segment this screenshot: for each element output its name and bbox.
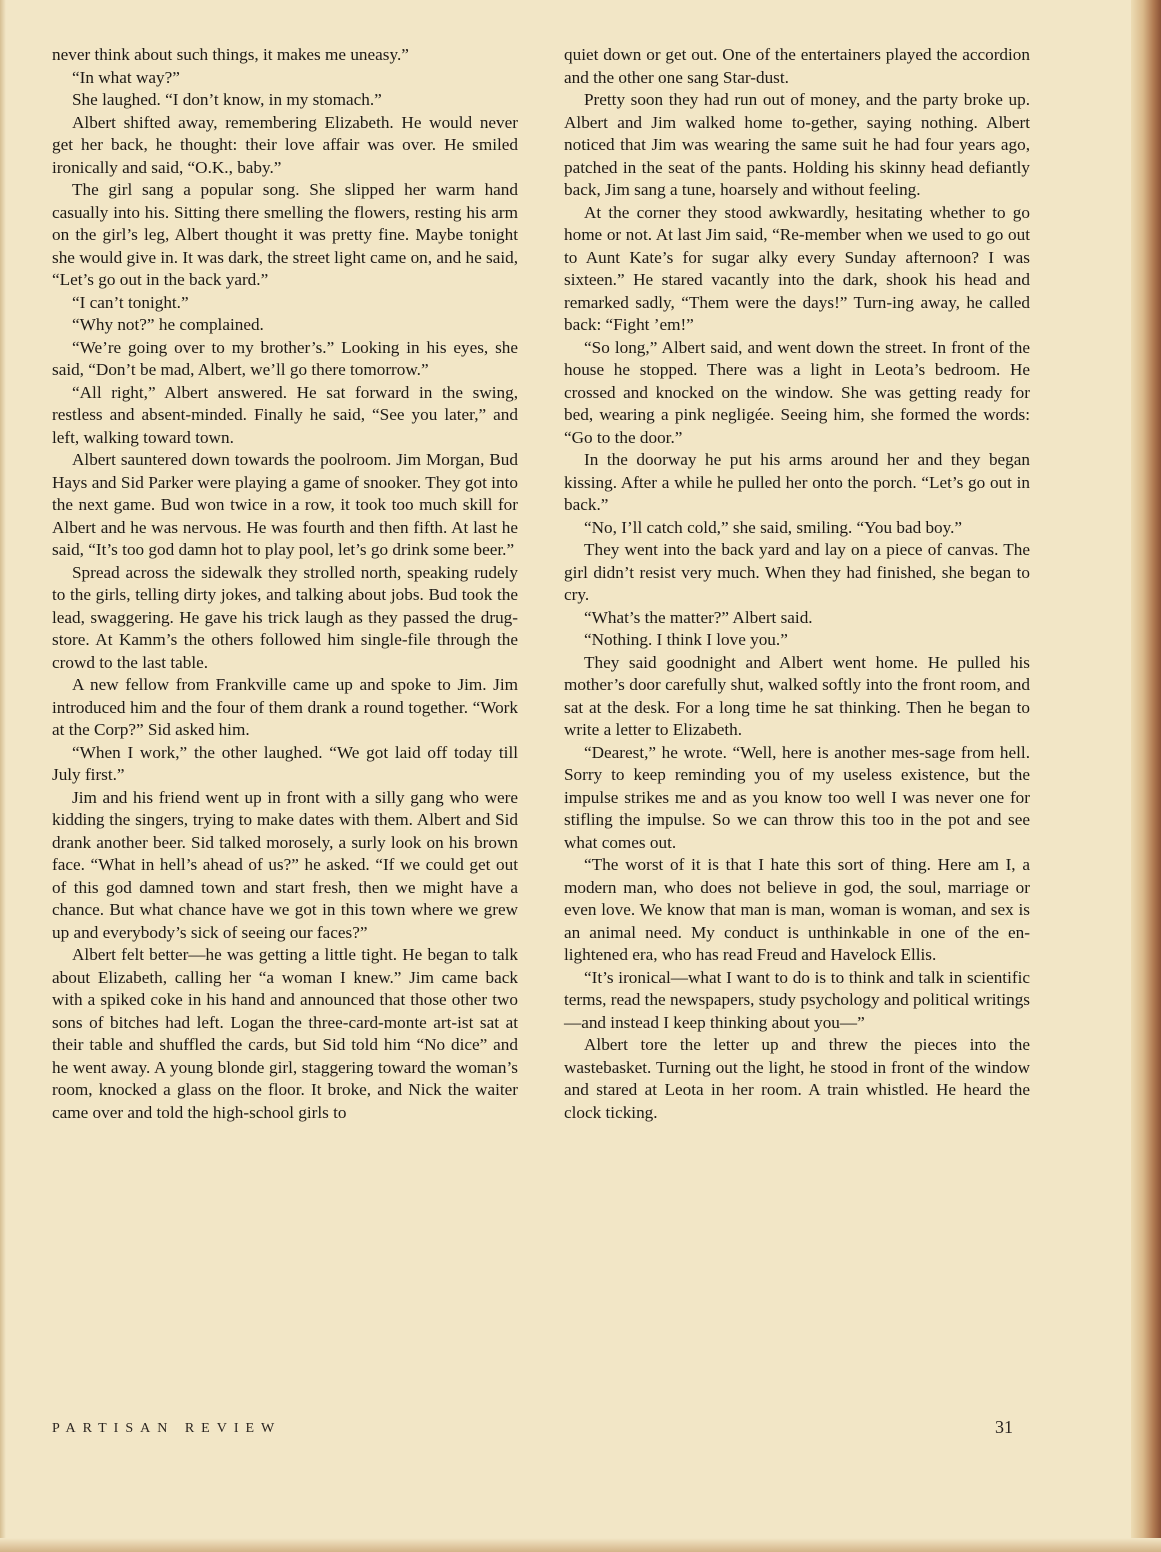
paragraph: “What’s the matter?” Albert said. bbox=[584, 607, 813, 627]
paragraph: She laughed. “I don’t know, in my stomach.” bbox=[72, 90, 382, 109]
paragraph: “I can’t tonight.” bbox=[72, 292, 189, 312]
text-column-right bbox=[564, 44, 1030, 1124]
paragraph: “We’re going over to my brother’s.” Looking in his eyes, she said, “Don’t be mad, Albert, we’ll go there tomorrow.” bbox=[52, 337, 518, 379]
paragraph: They said goodnight and Albert went home. He pulled his mother’s door carefully shut, walked softly into the front room, and sat at the desk. For a long time he sat thinking. Then he began to write a letter to Elizabeth. bbox=[564, 652, 1030, 739]
paragraph: “When I work,” the other laughed. “We got laid off today till July first.” bbox=[52, 742, 518, 784]
paragraph: Spread across the sidewalk they strolled north, speaking rudely to the girls, telling dirty jokes, and talking about jobs. Bud took the lead, swaggering. He gave his trick laugh as they passed the drug-store. At Kamm’s the others followed him single-file through the crowd to the last table. bbox=[52, 562, 518, 672]
paragraph: never think about such things, it makes me uneasy.” bbox=[52, 45, 409, 64]
paragraph: “Nothing. I think I love you.” bbox=[584, 630, 788, 649]
paragraph: At the corner they stood awkwardly, hesitating whether to go home or not. At last Jim said, “Re-member when we used to go out to Aunt Kate’s for sugar alky every Sunday afternoon? I was sixteen.” He stared vacantly into the dark, shook his head and remarked sadly, “Them were the days!” Turn-ing away, he called back: “Fight ’em!” bbox=[564, 202, 1030, 334]
paragraph: Albert felt better—he was getting a little tight. He began to talk about Elizabeth, calling her “a woman I knew.” Jim came back with a spiked coke in his hand and announced that those other two sons of bitches had left. Logan the three-card-monte art-ist sat at their table and shuffled the cards, but Sid told him “No dice” and he went away. A young blonde girl, staggering toward the woman’s room, knocked a glass on the floor. It broke, and Nick the waiter came over and told the high-school girls to bbox=[52, 945, 518, 1122]
paragraph: “In what way?” bbox=[72, 67, 180, 87]
page-edge-right bbox=[1131, 0, 1161, 1552]
paragraph: “Dearest,” he wrote. “Well, here is another mes-sage from hell. Sorry to keep reminding you of my useless existence, but the impulse strikes me and as you know too well I was never one for stifling the impulse. So we can throw this too in the pot and see what comes out. bbox=[564, 742, 1030, 852]
paragraph: Pretty soon they had run out of money, and the party broke up. Albert and Jim walked home to-gether, saying nothing. Albert noticed that Jim was wearing the same suit he had four years ago, patched in the seat of the pants. Holding his skinny head defiantly back, Jim sang a tune, hoarsely and without feeling. bbox=[564, 90, 1030, 199]
paragraph: Albert sauntered down towards the poolroom. Jim Morgan, Bud Hays and Sid Parker were playing a game of snooker. They got into the next game. Bud won twice in a row, it took too much skill for Albert and he was nervous. He was fourth and then fifth. At last he said, “It’s too god damn hot to play pool, let’s go drink some beer.” bbox=[52, 450, 518, 559]
paragraph: “So long,” Albert said, and went down the street. In front of the house he stopped. There was a light in Leota’s bedroom. He crossed and knocked on the window. She was getting ready for bed, wearing a pink negligée. Seeing him, she formed the words: “Go to the door.” bbox=[564, 337, 1030, 447]
paragraph: “The worst of it is that I hate this sort of thing. Here am I, a modern man, who does not believe in god, the soul, marriage or even love. We know that man is man, woman is woman, and sex is an animal need. My conduct is unthinkable in one of the en-lightened era, who has read Freud and Havelock Ellis. bbox=[564, 855, 1030, 964]
page-binding-edge bbox=[0, 0, 6, 1552]
paragraph: “All right,” Albert answered. He sat forward in the swing, restless and absent-minded. Finally he said, “See you later,” and left, walking toward town. bbox=[52, 382, 518, 447]
page-number: 31 bbox=[995, 1417, 1013, 1437]
paragraph: “Why not?” he complained. bbox=[72, 315, 264, 334]
paragraph: quiet down or get out. One of the entertainers played the accordion and the other one sang Star-dust. bbox=[564, 45, 1030, 87]
paragraph: Albert shifted away, remembering Elizabeth. He would never get her back, he thought: their love affair was over. He smiled ironically and said, “O.K., baby.” bbox=[52, 112, 518, 177]
page-edge-bottom bbox=[0, 1538, 1161, 1552]
text-column-left bbox=[52, 44, 518, 1124]
paragraph: “It’s ironical—what I want to do is to think and talk in scientific terms, read the newspapers, study psychology and political writings—and instead I keep thinking about you—” bbox=[564, 967, 1030, 1032]
paragraph: Jim and his friend went up in front with a silly gang who were kidding the singers, trying to make dates with them. Albert and Sid drank another beer. Sid talked morosely, a surly look on his brown face. “What in hell’s ahead of us?” he asked. “If we could get out of this god damned town and start fresh, then we might have a chance. But what chance have we got in this town where we grew up and everybody’s sick of seeing our faces?” bbox=[52, 787, 518, 942]
paragraph: Albert tore the letter up and threw the pieces into the wastebasket. Turning out the light, he stood in front of the window and stared at Leota in her room. A train whistled. He heard the clock ticking. bbox=[564, 1035, 1030, 1122]
paragraph: “No, I’ll catch cold,” she said, smiling. “You bad boy.” bbox=[584, 517, 963, 537]
paragraph: The girl sang a popular song. She slipped her warm hand casually into his. Sitting there smelling the flowers, resting his arm on the girl’s leg, Albert thought it was pretty fine. Maybe tonight she would give in. It was dark, the street light came on, and he said, “Let’s go out in the back yard.” bbox=[52, 180, 518, 289]
paragraph: They went into the back yard and lay on a piece of canvas. The girl didn’t resist very much. When they had finished, she began to cry. bbox=[564, 540, 1030, 604]
running-footer-publication: PARTISAN REVIEW bbox=[52, 1421, 282, 1436]
paragraph: In the doorway he put his arms around her and they began kissing. After a while he pulled her onto the porch. “Let’s go out in back.” bbox=[564, 450, 1030, 514]
paragraph: A new fellow from Frankville came up and spoke to Jim. Jim introduced him and the four of them drank a round together. “Work at the Corp?” Sid asked him. bbox=[52, 675, 518, 739]
